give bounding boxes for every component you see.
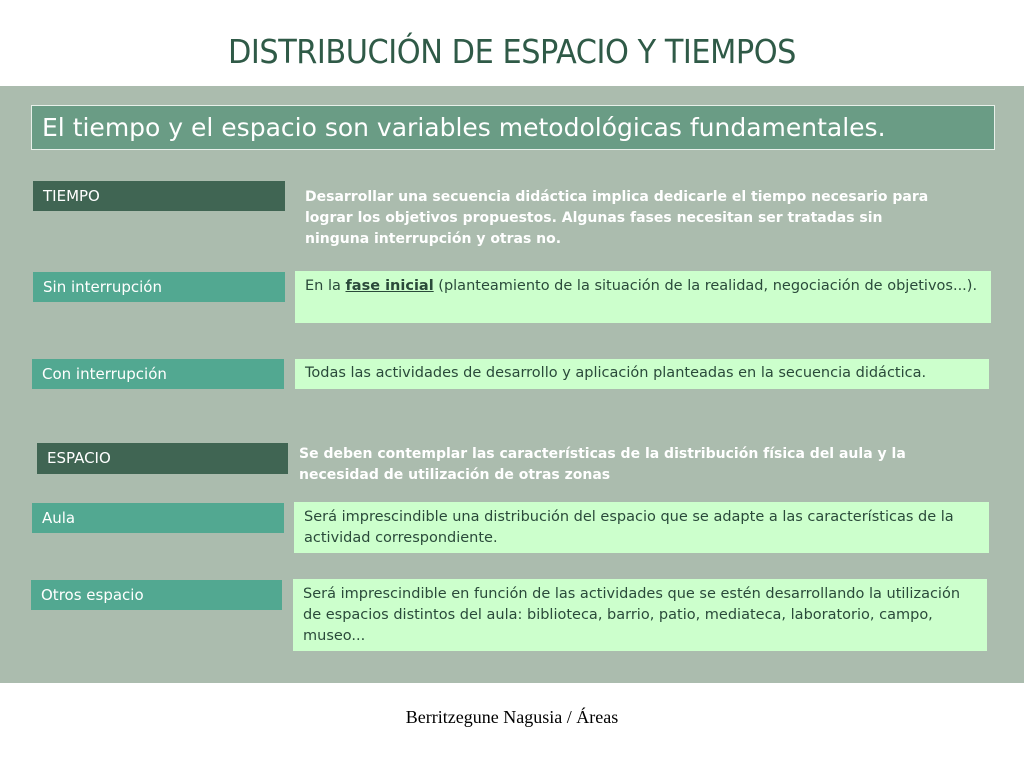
page-title: DISTRIBUCIÓN DE ESPACIO Y TIEMPOS [227,32,796,71]
tiempo-description: Desarrollar una secuencia didáctica implica dedicarle el tiempo necesario para lograr los objetivos propuestos. Algunas fases necesitan ser tratadas sin ninguna interrupción y otras no. [305,189,929,247]
espacio-label: ESPACIO [37,443,288,474]
aula-label: Aula [32,503,284,533]
espacio-description: Se deben contemplar las características de la distribución física del aula y la necesidad de utilización de otras zonas [299,446,906,483]
con-interrupcion-box: Todas las actividades de desarrollo y aplicación planteadas en la secuencia didáctica. [295,359,989,389]
sin-text-before: En la [305,278,346,294]
aula-box: Será imprescindible una distribución del espacio que se adapte a las características de la actividad correspondiente. [294,502,989,553]
footer-text: Berritzegune Nagusia / Áreas [405,707,619,727]
con-interrupcion-label: Con interrupción [32,359,284,389]
otros-espacio-box: Será imprescindible en función de las actividades que se estén desarrollando la utilización de espacios distintos del aula: biblioteca, barrio, patio, mediateca, laboratorio, campo, museo... [293,579,987,651]
subtitle-bar: El tiempo y el espacio son variables metodológicas fundamentales. [31,105,995,150]
otros-espacio-label: Otros espacio [31,580,282,610]
tiempo-label: TIEMPO [33,181,285,211]
sin-interrupcion-box [295,271,991,323]
sin-text-after: (planteamiento de la situación de la realidad, negociación de objetivos...). [433,278,978,294]
sin-interrupcion-label: Sin interrupción [33,272,285,302]
fase-inicial-highlight: fase inicial [345,278,434,294]
